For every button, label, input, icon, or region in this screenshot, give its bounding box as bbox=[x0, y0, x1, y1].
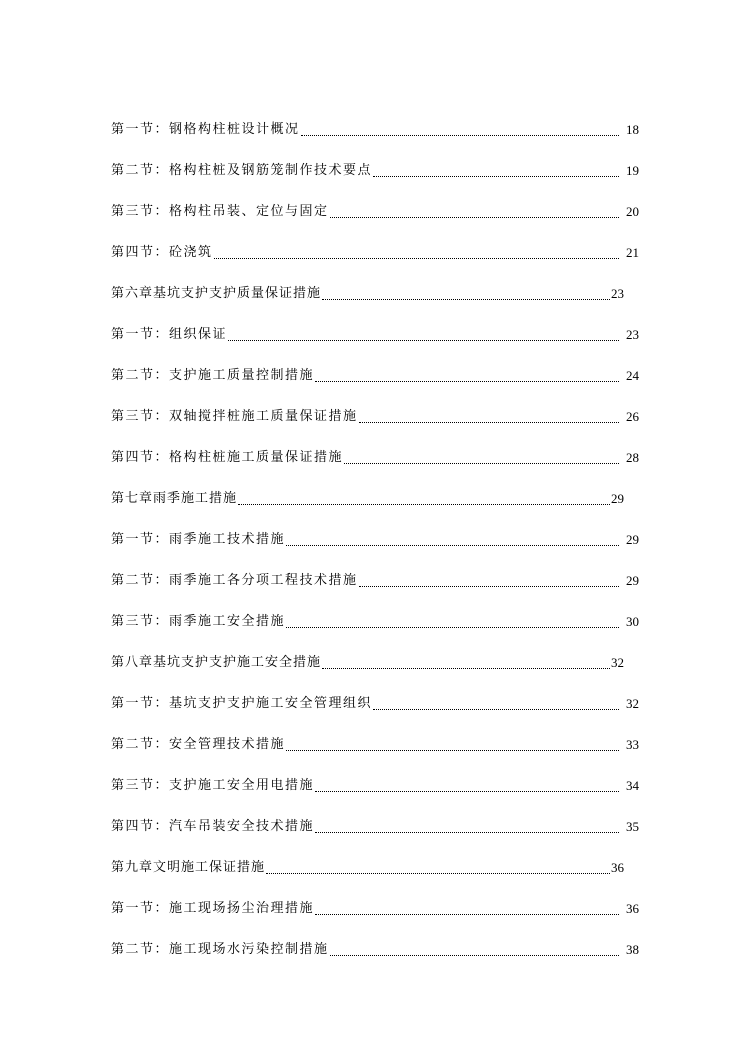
toc-dot-leader bbox=[373, 697, 619, 710]
toc-dot-leader bbox=[238, 492, 610, 505]
toc-chapter-entry[interactable] bbox=[111, 835, 639, 876]
toc-dot-leader bbox=[359, 574, 619, 587]
toc-entry[interactable] bbox=[111, 179, 639, 220]
toc-entry-page: 26 bbox=[626, 409, 639, 424]
toc-dot-leader bbox=[286, 738, 619, 751]
toc-entry-title: 第三节：雨季施工安全措施 bbox=[111, 614, 286, 629]
toc-entry-page: 32 bbox=[626, 696, 639, 711]
toc-entry[interactable] bbox=[111, 712, 639, 753]
toc-entry-page: 32 bbox=[611, 655, 624, 670]
toc-entry-title: 第二节：支护施工质量控制措施 bbox=[111, 368, 315, 383]
toc-entry-title: 第一节：施工现场扬尘治理措施 bbox=[111, 901, 315, 916]
toc-entry-page: 34 bbox=[626, 778, 639, 793]
toc-dot-leader bbox=[214, 246, 619, 259]
toc-entry-title: 第一节：基坑支护支护施工安全管理组织 bbox=[111, 696, 373, 711]
toc-entry-page: 29 bbox=[626, 532, 639, 547]
toc-dot-leader bbox=[359, 410, 619, 423]
toc-entry-title: 第四节：格构柱桩施工质量保证措施 bbox=[111, 450, 344, 465]
toc-entry-title: 第三节：格构柱吊装、定位与固定 bbox=[111, 204, 329, 219]
toc-entry-page: 30 bbox=[626, 614, 639, 629]
toc-dot-leader bbox=[301, 123, 619, 136]
toc-entry-page: 33 bbox=[626, 737, 639, 752]
toc-entry-page: 38 bbox=[626, 942, 639, 957]
toc-entry[interactable] bbox=[111, 507, 639, 548]
toc-entry-title: 第四节：砼浇筑 bbox=[111, 245, 213, 260]
toc-entry-page: 18 bbox=[626, 122, 639, 137]
toc-entry[interactable] bbox=[111, 753, 639, 794]
toc-entry-title: 第二节：雨季施工各分项工程技术措施 bbox=[111, 573, 358, 588]
toc-dot-leader bbox=[315, 369, 619, 382]
toc-dot-leader bbox=[330, 943, 619, 956]
toc-entry-page: 23 bbox=[626, 327, 639, 342]
toc-entry-title: 第八章基坑支护支护施工安全措施 bbox=[111, 655, 322, 670]
toc-entry-page: 19 bbox=[626, 163, 639, 178]
toc-entry-page: 29 bbox=[611, 491, 624, 506]
toc-entry-page: 36 bbox=[626, 901, 639, 916]
toc-entry-title: 第六章基坑支护支护质量保证措施 bbox=[111, 286, 322, 301]
toc-dot-leader bbox=[315, 779, 619, 792]
toc-entry-title: 第二节：安全管理技术措施 bbox=[111, 737, 286, 752]
toc-entry-page: 23 bbox=[611, 286, 624, 301]
toc-entry[interactable] bbox=[111, 220, 639, 261]
toc-entry-title: 第四节：汽车吊装安全技术措施 bbox=[111, 819, 315, 834]
toc-dot-leader bbox=[322, 656, 610, 669]
toc-entry-page: 21 bbox=[626, 245, 639, 260]
toc-entry-title: 第一节：钢格构柱桩设计概况 bbox=[111, 122, 300, 137]
toc-dot-leader bbox=[373, 164, 619, 177]
toc-dot-leader bbox=[286, 533, 619, 546]
toc-dot-leader bbox=[322, 287, 610, 300]
toc-entry-title: 第七章雨季施工措施 bbox=[111, 491, 238, 506]
toc-entry[interactable] bbox=[111, 138, 639, 179]
toc-dot-leader bbox=[286, 615, 619, 628]
toc-entry-title: 第九章文明施工保证措施 bbox=[111, 860, 266, 875]
toc-entry-page: 36 bbox=[611, 860, 624, 875]
toc-dot-leader bbox=[344, 451, 619, 464]
toc-entry[interactable] bbox=[111, 384, 639, 425]
toc-entry[interactable] bbox=[111, 548, 639, 589]
toc-entry-title: 第一节：雨季施工技术措施 bbox=[111, 532, 286, 547]
toc-entry-title: 第二节：格构柱桩及钢筋笼制作技术要点 bbox=[111, 163, 373, 178]
toc-entry-page: 35 bbox=[626, 819, 639, 834]
toc-entry[interactable] bbox=[111, 589, 639, 630]
toc-dot-leader bbox=[315, 902, 619, 915]
toc-entry[interactable] bbox=[111, 302, 639, 343]
toc-entry[interactable] bbox=[111, 343, 639, 384]
toc-entry-title: 第一节：组织保证 bbox=[111, 327, 228, 342]
toc-entry[interactable] bbox=[111, 97, 639, 138]
toc-entry[interactable] bbox=[111, 794, 639, 835]
toc-chapter-entry[interactable] bbox=[111, 630, 639, 671]
toc-entry[interactable] bbox=[111, 876, 639, 917]
toc-chapter-entry[interactable] bbox=[111, 261, 639, 302]
toc-dot-leader bbox=[228, 328, 619, 341]
toc-chapter-entry[interactable] bbox=[111, 466, 639, 507]
toc-dot-leader bbox=[315, 820, 619, 833]
toc-entry-page: 24 bbox=[626, 368, 639, 383]
toc-entry-title: 第三节：双轴搅拌桩施工质量保证措施 bbox=[111, 409, 358, 424]
table-of-contents bbox=[111, 97, 639, 958]
toc-entry[interactable] bbox=[111, 425, 639, 466]
toc-dot-leader bbox=[266, 861, 610, 874]
toc-dot-leader bbox=[330, 205, 619, 218]
toc-entry-page: 20 bbox=[626, 204, 639, 219]
toc-entry[interactable] bbox=[111, 917, 639, 958]
toc-entry-page: 28 bbox=[626, 450, 639, 465]
toc-entry-page: 29 bbox=[626, 573, 639, 588]
toc-entry[interactable] bbox=[111, 671, 639, 712]
toc-entry-title: 第三节：支护施工安全用电措施 bbox=[111, 778, 315, 793]
toc-entry-title: 第二节：施工现场水污染控制措施 bbox=[111, 942, 329, 957]
